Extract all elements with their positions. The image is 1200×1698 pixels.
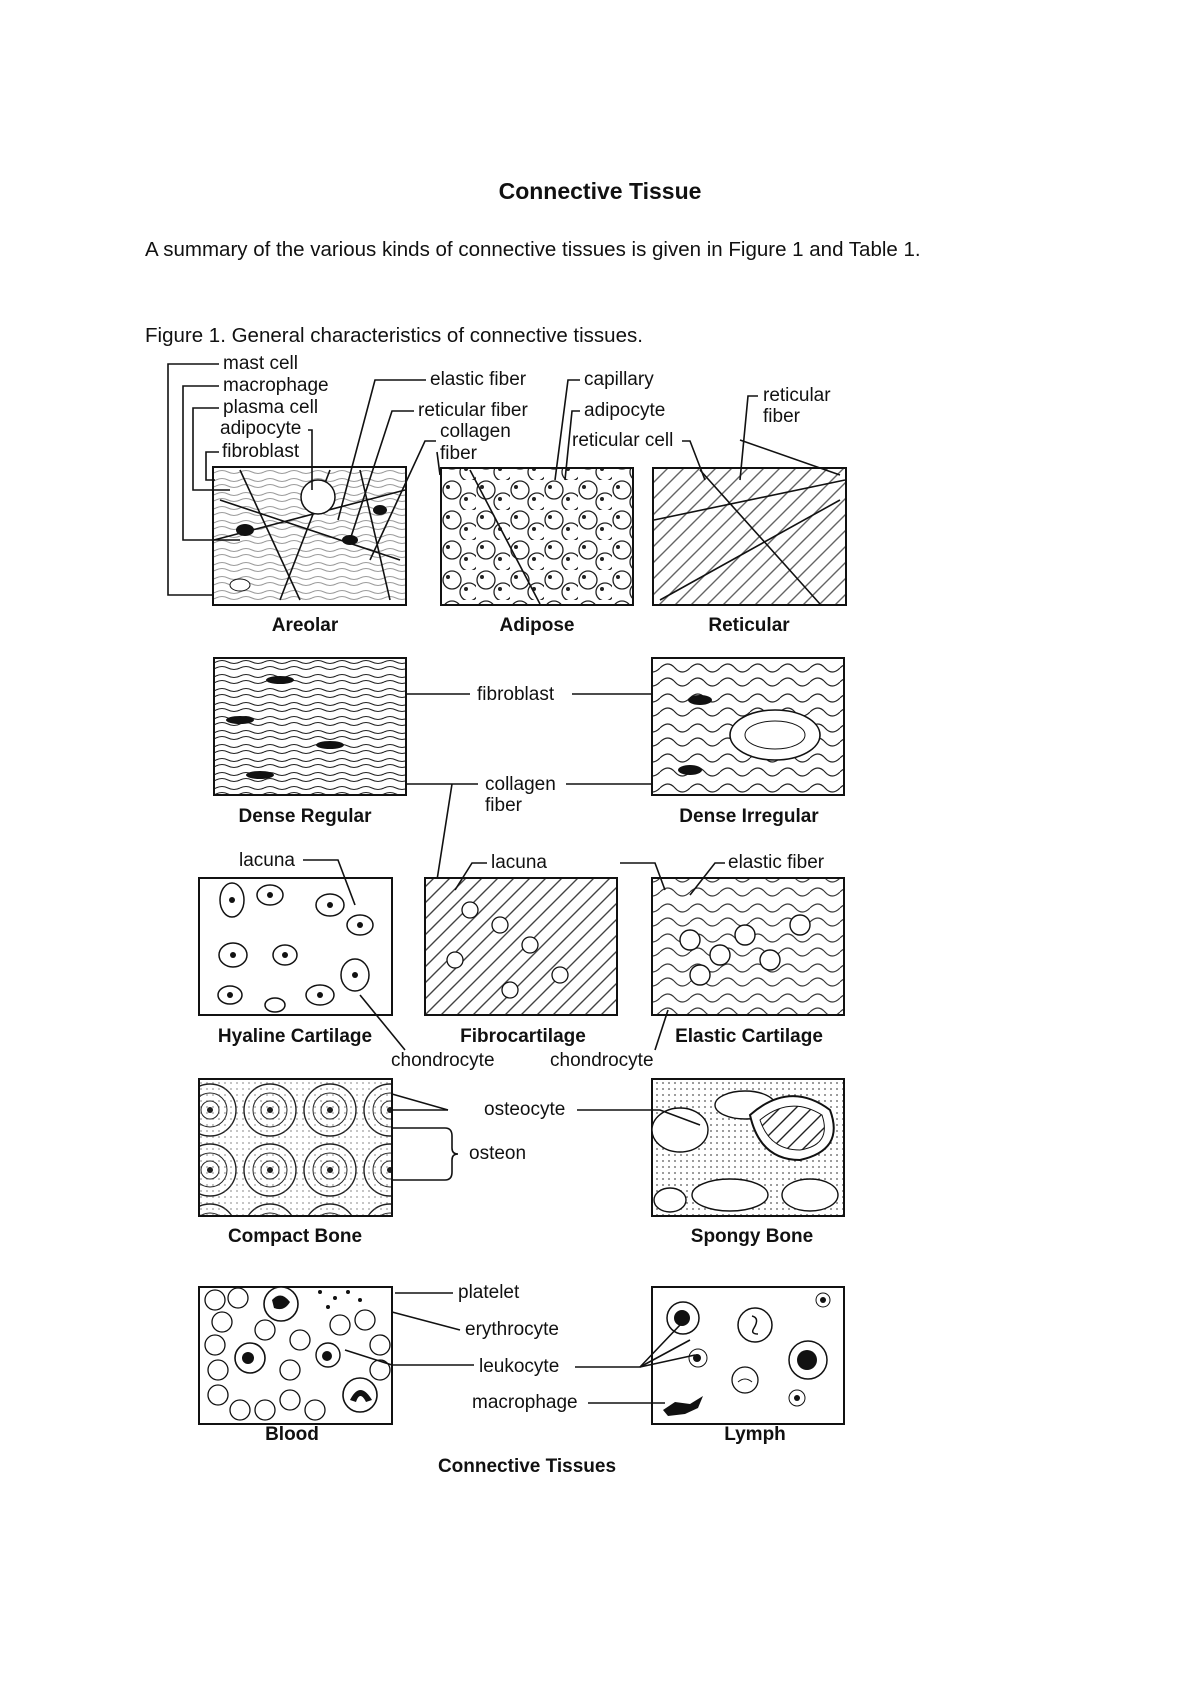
spongy-bone-panel [652,1079,844,1216]
label-fibroblast-dense: fibroblast [477,684,555,705]
label-leukocyte: leukocyte [479,1356,560,1377]
label-mast-cell: mast cell [223,353,298,374]
tissue-name-blood: Blood [265,1424,319,1445]
label-osteocyte: osteocyte [484,1099,566,1120]
label-platelet: platelet [458,1282,520,1303]
page-title: Connective Tissue [498,178,702,204]
label-osteon: osteon [469,1143,527,1164]
label-reticular-cell: reticular cell [572,430,674,451]
label-fibroblast-areolar: fibroblast [222,441,300,462]
label-capillary: capillary [584,369,654,390]
tissue-name-spongy-bone: Spongy Bone [690,1226,814,1247]
label-plasma-cell: plasma cell [223,397,319,418]
fibrocartilage-panel [425,878,617,1015]
figure-caption: Figure 1. General characteristics of connective tissues. [145,324,643,347]
label-elastic-fiber-top: elastic fiber [430,369,527,390]
intro-paragraph: A summary of the various kinds of connective tissues is given in Figure 1 and Table 1. [145,238,921,261]
tissue-name-lymph: Lymph [724,1424,786,1445]
tissue-name-elastic-cartilage: Elastic Cartilage [675,1026,823,1047]
label-adipocyte-areolar: adipocyte [220,418,302,439]
label-erythrocyte: erythrocyte [465,1319,559,1340]
label-chondrocyte-left: chondrocyte [391,1050,495,1071]
label-reticular-fiber-right-1: reticular [763,385,831,406]
reticular-panel [653,468,846,605]
label-reticular-fiber: reticular fiber [418,400,528,421]
tissue-name-dense-regular: Dense Regular [238,806,372,827]
dense-irregular-panel [652,658,844,795]
adipose-panel [441,468,633,605]
lymph-panel [652,1287,844,1424]
label-collagen-top: collagen [440,421,511,442]
tissue-name-compact-bone: Compact Bone [227,1226,363,1247]
label-collagen-dense: collagen [485,774,556,795]
label-fiber-top: fiber [440,443,477,464]
label-macrophage: macrophage [223,375,329,396]
hyaline-panel [199,878,392,1015]
areolar-panel [213,467,406,605]
tissue-name-areolar: Areolar [271,615,339,636]
compact-bone-panel [199,1079,392,1216]
tissue-name-hyaline: Hyaline Cartilage [217,1026,373,1047]
label-lacuna-hyaline: lacuna [239,850,295,871]
label-lacuna-fibro: lacuna [491,852,547,873]
tissue-name-fibrocartilage: Fibrocartilage [460,1026,586,1047]
label-reticular-fiber-right-2: fiber [763,406,800,427]
tissue-name-reticular: Reticular [708,615,790,636]
dense-regular-panel [214,658,406,795]
row5-leader-lines [345,1293,695,1403]
elastic-cartilage-panel [652,878,844,1015]
label-elastic-fiber-cartilage: elastic fiber [728,852,825,873]
label-fiber-dense: fiber [485,795,522,816]
label-macrophage-lymph: macrophage [472,1392,578,1413]
tissue-name-adipose: Adipose [499,615,575,636]
tissue-name-dense-irregular: Dense Irregular [679,806,819,827]
label-adipocyte-adipose: adipocyte [584,400,666,421]
label-chondrocyte-right: chondrocyte [550,1050,654,1071]
figure-title: Connective Tissues [437,1456,617,1477]
